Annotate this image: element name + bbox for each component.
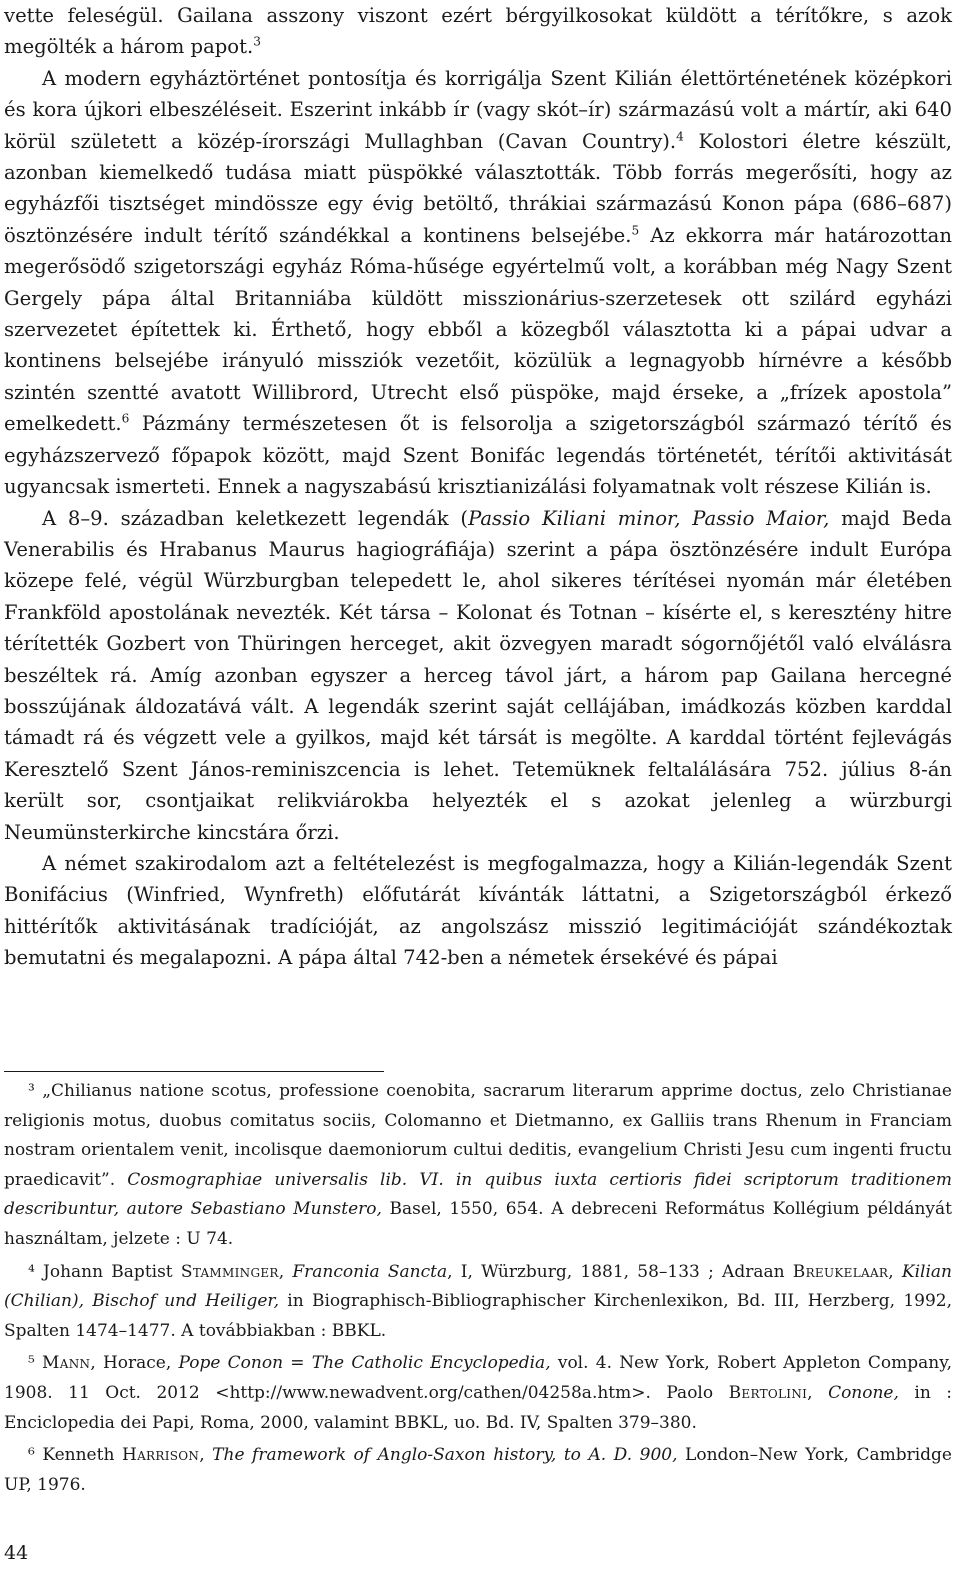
text-run: ⁵ [28, 1353, 43, 1374]
text-run: in : Enciclopedia dei Papi, Roma, 2000, valamint BBKL, uo. Bd. IV, Spalten 379–380. [4, 1382, 952, 1433]
main-text [4, 0, 952, 974]
text-run: , [807, 1382, 829, 1403]
text-run: A 8–9. században keletkezett legendák ( [42, 506, 469, 530]
text-run: , [278, 1261, 293, 1282]
footnote [4, 1258, 952, 1347]
text-run: majd Beda Venerabilis és Hrabanus Maurus hagiográfiája) szerint a pápa ösztönzésére indult Európa közepe felé, végül Würzburgban telepedett le, ahol sikeres térítései nyomán már életében Frankföld apostolának nevezték. Két társa – Kolonat és Totnan – kísérte el, s keresztény hitre térítették Gozbert von Thüringen herceget, akit özvegyen maradt sógornőjétől való elválásra beszéltek rá. Amíg azonban egyszer a herceg távol járt, a három pap Gailana hercegné bosszújának áldozatává vált. A legendák szerint saját cellájában, imádkozás közben karddal támadt rá és végzett vele a gyilkos, majd két társát is megölte. A karddal történt fejlevágás Keresztelő Szent János-reminiszcencia is lehet. Tetemüknek feltalálására 752. július 8-án került sor, csontjaikat relikviárokba helyezték el s azokat jelenleg a würzburgi Neumünsterkirche kincstára őrzi. [4, 506, 952, 844]
body-paragraph [4, 503, 952, 848]
italic-run: Kilian (Chilian), Bischof und Heiliger, [4, 1261, 952, 1312]
text-run: , I, Würzburg, 1881, 58–133 ; Adraan [447, 1261, 793, 1282]
text-run: A modern egyháztörténet pontosítja és korrigálja Szent Kilián élettörténetének középkori és kora újkori elbeszéléseit. Eszerint inkább ír (vagy skót–ír) származású volt a mártír, aki 640 körül született a közép-írországi Mullaghban (Cavan Country). [4, 66, 952, 153]
footnote-marker: 6 [121, 411, 130, 426]
text-run: ³ „Chilianus natione scotus, professione coenobita, sacrarum literarum apprime doctus, zelo Christianae religionis motus, duobus comitatus sociis, Colomanno et Dietmanno, ex Galliis trans Rhenum in Franciam nostram orientalem venit, incolisque daemoniorum cultui deditis, evangelium Christi Jesu cum ingenti fructu praedicavit”. [4, 1081, 952, 1190]
footnote [4, 1077, 952, 1255]
text-run: Basel, 1550, 654. A debreceni Református Kollégium példányát használtam, jelzete : U 74. [4, 1199, 952, 1249]
text-run: Az ekkorra már határozottan megerősödő szigetországi egyház Róma-hűsége egyértelmű volt, a korábban még Nagy Szent Gergely pápa által Britanniába küldött misszionárius-szerzetesek ott szilárd egyházi szervezetet építettek ki. Érthető, hogy ebből a közegből választotta ki a pápai udvar a kontinens belsejébe irányuló missziók vezetőit, közülük a legnagyobb hírnévre a később szintén szentté avatott Willibrord, Utrecht első püspöke, majd érseke, a „frízek apostola” emelkedett. [4, 223, 952, 436]
body-paragraph [4, 63, 952, 503]
small-caps-run: Bertolini [728, 1382, 808, 1403]
text-run: in Biographisch-Bibliographischer Kirchenlexikon, Bd. III, Herzberg, 1992, Spalten 1474–1477. A továbbiakban : BBKL. [4, 1291, 952, 1341]
text-run: ⁶ Kenneth [28, 1445, 122, 1466]
body-paragraph [4, 848, 952, 974]
footnote [4, 1441, 952, 1500]
italic-run: Cosmographiae universalis lib. VI. in quibus iuxta certioris fidei scriptorum traditionem describuntur, autore Sebastiano Munstero, [4, 1169, 952, 1220]
italic-run: Franconia Sancta [292, 1261, 448, 1282]
italic-run: Pope Conon = The Catholic Encyclopedia, [178, 1353, 551, 1374]
text-run: , [888, 1261, 902, 1282]
text-run: , [199, 1445, 213, 1466]
body-paragraph [4, 0, 952, 63]
text-run: Pázmány természetesen őt is felsorolja a szigetországból származó térítő és egyházszervező főpapok között, majd Szent Bonifác legendás történetét, térítői aktivitását ugyancsak ismerteti. Ennek a nagyszabású krisztianizálási folyamatnak volt részese Kilián is. [4, 412, 952, 499]
text-run: vol. 4. New York, Robert Appleton Company, 1908. 11 Oct. 2012 <http://www.newadvent.org/cathen/04258a.htm>. Paolo [4, 1353, 952, 1403]
text-run: Kolostori életre készült, azonban kiemelkedő tudása miatt püspökké választották. Több forrás megerősíti, hogy az egyházfői tisztséget mindössze egy évig betöltő, thrákiai származású Konon pápa (686–687) ösztönzésére indult térítő szándékkal a kontinens belsejébe. [4, 129, 952, 247]
page-number: 44 [4, 1542, 29, 1564]
text-run: London–New York, Cambridge UP, 1976. [4, 1445, 952, 1495]
italic-run: The framework of Anglo-Saxon history, to A. D. 900, [212, 1445, 678, 1466]
text-run: ⁴ Johann Baptist [28, 1261, 181, 1282]
small-caps-run: Harrison [121, 1445, 200, 1466]
text-run: A német szakirodalom azt a feltételezést is megfogalmazza, hogy a Kilián-legendák Szent Bonifácius (Winfried, Wynfreth) előfutárát kívánták láttatni, a Szigetországból érkező hittérítők aktivitásának tradícióját, az angolszász misszió legitimációját szándékoztak bemutatni és megalapozni. A pápa által 742-ben a németek érsekévé és pápai [4, 851, 952, 970]
footnote-marker: 3 [253, 34, 261, 49]
footnote-separator [4, 1071, 384, 1072]
text-run: vette feleségül. Gailana asszony viszont ezért bérgyilkosokat küldött a térítőkre, s azok megölték a három papot. [4, 4, 952, 59]
italic-run: Passio Kiliani minor, Passio Maior, [468, 506, 830, 530]
footnote [4, 1349, 952, 1438]
small-caps-run: Mann [42, 1353, 91, 1374]
text-run: , Horace, [90, 1353, 179, 1374]
italic-run: Conone, [828, 1382, 899, 1403]
footnote-marker: 5 [631, 223, 640, 238]
small-caps-run: Breukelaar [792, 1261, 889, 1282]
footnotes [4, 1077, 952, 1503]
small-caps-run: Stamminger [180, 1261, 279, 1282]
footnote-marker: 4 [676, 129, 684, 144]
